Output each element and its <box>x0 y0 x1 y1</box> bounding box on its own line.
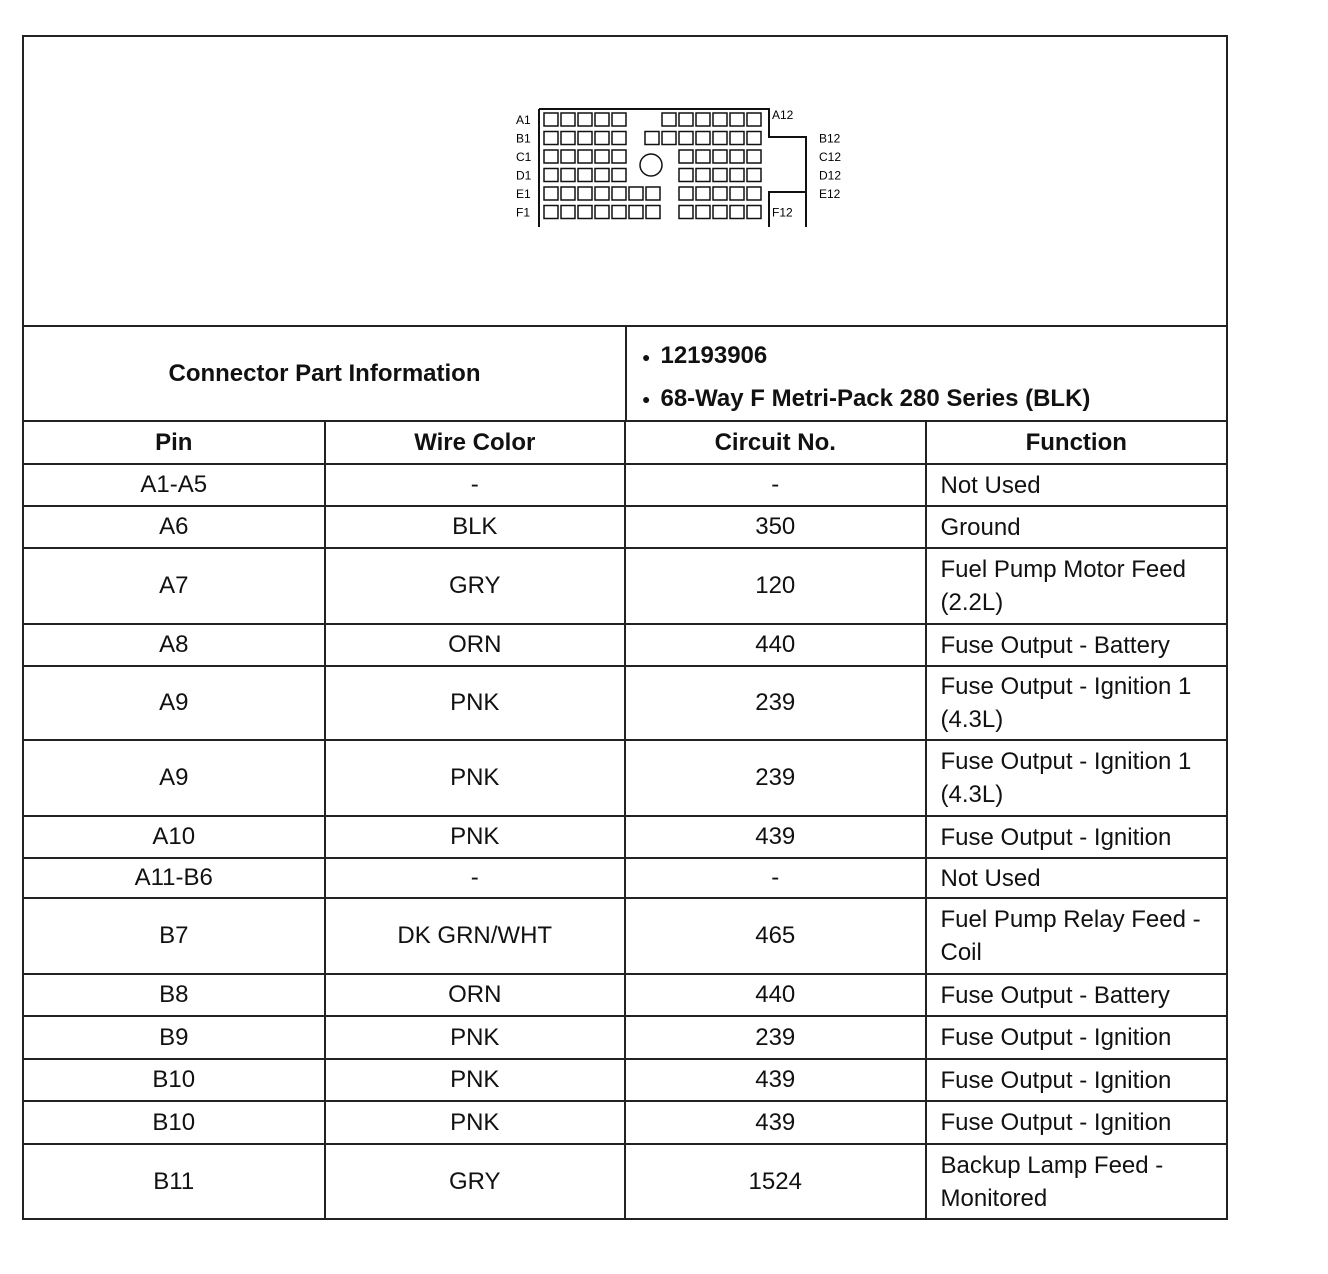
circuit-cell: - <box>625 858 926 898</box>
pin-cavity <box>679 150 693 163</box>
pin-cavity <box>679 187 693 200</box>
pin-cavity <box>578 113 592 126</box>
circuit-cell: 439 <box>625 1059 926 1101</box>
wire-color-cell: PNK <box>325 740 626 816</box>
function-cell: Fuel Pump Motor Feed (2.2L) <box>926 548 1227 624</box>
function-cell: Fuse Output - Battery <box>926 974 1227 1016</box>
pin-cavity <box>696 187 710 200</box>
pin-cavity <box>629 206 643 219</box>
table-row <box>24 740 1226 816</box>
row-label-right: C12 <box>819 150 842 164</box>
pin-cavity <box>696 113 710 126</box>
table-row <box>24 548 1226 624</box>
circuit-cell: 440 <box>625 974 926 1016</box>
pin-cavity <box>713 150 727 163</box>
circuit-cell: 239 <box>625 740 926 816</box>
pin-cell: A7 <box>24 548 325 624</box>
pin-cavity <box>747 113 761 126</box>
row-label-left: C1 <box>516 150 532 164</box>
pin-cell: A9 <box>24 666 325 740</box>
header-circuit: Circuit No. <box>625 422 926 464</box>
table-row <box>24 974 1226 1016</box>
pin-cavity <box>679 169 693 182</box>
pin-cavity <box>612 113 626 126</box>
pin-cavity <box>662 132 676 145</box>
function-cell: Fuse Output - Ignition <box>926 1016 1227 1059</box>
circuit-cell: - <box>625 464 926 506</box>
wire-color-cell: - <box>325 858 626 898</box>
function-cell: Fuse Output - Ignition 1 (4.3L) <box>926 666 1227 740</box>
pin-cavity <box>612 169 626 182</box>
pin-cell: B7 <box>24 898 325 974</box>
pin-cavity <box>561 187 575 200</box>
pin-cell: A10 <box>24 816 325 858</box>
pin-cavity <box>595 206 609 219</box>
pin-cavity <box>595 132 609 145</box>
header-function: Function <box>926 422 1227 464</box>
wire-color-cell: - <box>325 464 626 506</box>
pin-cavity <box>544 206 558 219</box>
circuit-cell: 239 <box>625 1016 926 1059</box>
row-label-right: B12 <box>819 131 841 146</box>
wire-color-cell: ORN <box>325 624 626 666</box>
connector-diagram <box>24 37 1226 327</box>
pin-cavity <box>730 150 744 163</box>
bullet-icon: ● <box>642 391 651 408</box>
pin-cell: B9 <box>24 1016 325 1059</box>
part-number-text: 12193906 <box>660 342 768 369</box>
pin-cavity <box>561 206 575 219</box>
connector-part-information <box>24 327 1226 422</box>
pin-cavity <box>578 150 592 163</box>
header-pin: Pin <box>24 422 325 464</box>
pin-cell: B10 <box>24 1101 325 1144</box>
pin-cavity <box>544 113 558 126</box>
pin-cavity <box>713 113 727 126</box>
pin-cavity <box>646 187 660 200</box>
pin-cavity <box>544 132 558 145</box>
wire-color-cell: BLK <box>325 506 626 548</box>
table-row <box>24 816 1226 858</box>
pin-cavity <box>544 169 558 182</box>
row-label-left: D1 <box>516 168 532 183</box>
pin-cavity <box>730 132 744 145</box>
pin-cavity <box>578 132 592 145</box>
table-row <box>24 898 1226 974</box>
row-label-left: F1 <box>516 205 531 220</box>
pin-cavity <box>747 169 761 182</box>
circuit-cell: 350 <box>625 506 926 548</box>
pin-cavity <box>595 187 609 200</box>
pin-cavity <box>713 169 727 182</box>
part-number <box>642 335 1090 378</box>
pin-cavity <box>713 206 727 219</box>
function-cell: Fuel Pump Relay Feed - Coil <box>926 898 1227 974</box>
part-description-text: 68-Way F Metri-Pack 280 Series (BLK) <box>660 384 1091 412</box>
pin-cavity <box>561 113 575 126</box>
function-cell: Fuse Output - Ignition 1 (4.3L) <box>926 740 1227 816</box>
pin-cavity <box>595 169 609 182</box>
pin-cavity <box>679 206 693 219</box>
pin-cavity <box>612 187 626 200</box>
circuit-cell: 239 <box>625 666 926 740</box>
pin-cavity <box>595 113 609 126</box>
pin-cavity <box>612 206 626 219</box>
pin-cavity <box>730 169 744 182</box>
circuit-cell: 440 <box>625 624 926 666</box>
function-cell: Fuse Output - Ignition <box>926 1059 1227 1101</box>
pin-cavity <box>747 206 761 219</box>
pin-cavity <box>612 150 626 163</box>
row-label-left: A1 <box>516 113 531 127</box>
circuit-cell: 120 <box>625 548 926 624</box>
wire-color-cell: GRY <box>325 1144 626 1218</box>
wire-color-cell: GRY <box>325 548 626 624</box>
function-cell: Fuse Output - Battery <box>926 624 1227 666</box>
pin-cavity <box>561 132 575 145</box>
connector-document <box>22 35 1228 1220</box>
table-row <box>24 666 1226 740</box>
table-row <box>24 464 1226 506</box>
pin-cavity <box>713 187 727 200</box>
pin-cavity <box>747 187 761 200</box>
function-cell: Ground <box>926 506 1227 548</box>
pin-cavity <box>578 187 592 200</box>
pin-cavity <box>561 169 575 182</box>
pin-cavity <box>645 132 659 145</box>
pin-cavity <box>679 113 693 126</box>
polarizing-hole <box>640 154 662 176</box>
table-row <box>24 1059 1226 1101</box>
function-cell: Not Used <box>926 858 1227 898</box>
pin-cavity <box>696 132 710 145</box>
pin-cavity <box>730 113 744 126</box>
wire-color-cell: PNK <box>325 1016 626 1059</box>
pinout-table <box>24 422 1226 1218</box>
pin-cavity <box>578 206 592 219</box>
pin-cavity <box>696 150 710 163</box>
pin-cavity <box>544 187 558 200</box>
pin-cell: B10 <box>24 1059 325 1101</box>
pin-cavity <box>612 132 626 145</box>
row-label-right: A12 <box>772 108 794 122</box>
wire-color-cell: ORN <box>325 974 626 1016</box>
wire-color-cell: PNK <box>325 1059 626 1101</box>
row-label-left: B1 <box>516 131 531 146</box>
pin-cell: A9 <box>24 740 325 816</box>
wire-color-cell: PNK <box>325 1101 626 1144</box>
row-label-right: D12 <box>819 168 842 183</box>
pin-cavity <box>646 206 660 219</box>
table-row <box>24 1016 1226 1059</box>
pin-cavity <box>544 150 558 163</box>
pin-cavity <box>730 187 744 200</box>
pin-cavity <box>730 206 744 219</box>
pin-cell: B8 <box>24 974 325 1016</box>
function-cell: Fuse Output - Ignition <box>926 816 1227 858</box>
row-label-left: E1 <box>516 187 531 201</box>
pin-cavity <box>747 132 761 145</box>
pin-cavity <box>713 132 727 145</box>
bullet-icon: ● <box>642 348 651 365</box>
pin-cavity <box>595 150 609 163</box>
pin-cavity <box>679 132 693 145</box>
circuit-cell: 439 <box>625 1101 926 1144</box>
pin-cavity <box>629 187 643 200</box>
circuit-cell: 1524 <box>625 1144 926 1218</box>
header-wire-color: Wire Color <box>325 422 626 464</box>
part-info-list <box>642 335 1090 420</box>
pin-cell: A6 <box>24 506 325 548</box>
table-row <box>24 1144 1226 1218</box>
circuit-cell: 465 <box>625 898 926 974</box>
function-cell: Not Used <box>926 464 1227 506</box>
wire-color-cell: DK GRN/WHT <box>325 898 626 974</box>
pin-cell: A8 <box>24 624 325 666</box>
pin-cavity <box>662 113 676 126</box>
pin-cell: B11 <box>24 1144 325 1218</box>
row-label-right: E12 <box>819 187 841 201</box>
table-row <box>24 858 1226 898</box>
part-description <box>642 378 1090 421</box>
pin-cell: A11-B6 <box>24 858 325 898</box>
pin-cavity <box>696 206 710 219</box>
table-row <box>24 506 1226 548</box>
part-info-label: Connector Part Information <box>24 327 627 420</box>
function-cell: Fuse Output - Ignition <box>926 1101 1227 1144</box>
wire-color-cell: PNK <box>325 666 626 740</box>
wire-color-cell: PNK <box>325 816 626 858</box>
connector-face-drawing <box>484 97 864 227</box>
pin-cavity <box>578 169 592 182</box>
row-label-right: F12 <box>772 205 793 220</box>
circuit-cell: 439 <box>625 816 926 858</box>
function-cell: Backup Lamp Feed - Monitored <box>926 1144 1227 1218</box>
pin-cavity <box>747 150 761 163</box>
pin-cell: A1-A5 <box>24 464 325 506</box>
pin-cavity <box>696 169 710 182</box>
table-row <box>24 624 1226 666</box>
pin-cavity <box>561 150 575 163</box>
table-row <box>24 1101 1226 1144</box>
